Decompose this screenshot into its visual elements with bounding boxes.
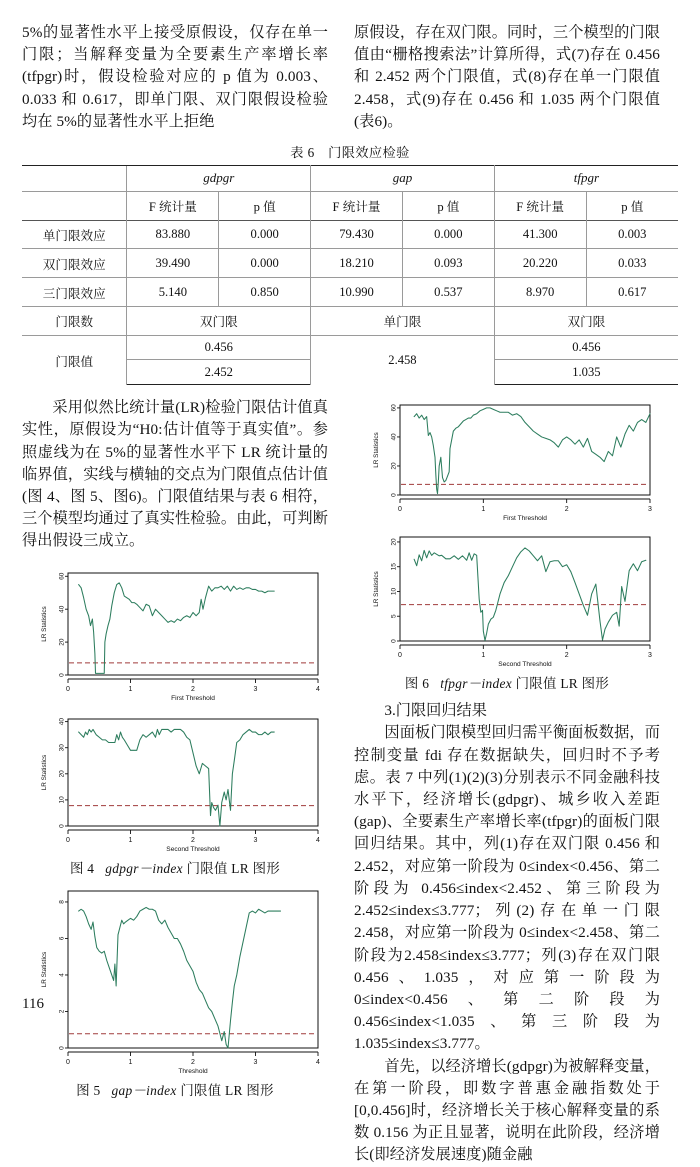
table6-threshold-gdpgr-1: 0.456 bbox=[127, 335, 311, 360]
svg-text:0: 0 bbox=[66, 1058, 70, 1066]
svg-text:Second Threshold: Second Threshold bbox=[166, 845, 220, 853]
chart-fig4-top bbox=[22, 565, 328, 705]
svg-text:LR Statistics: LR Statistics bbox=[41, 605, 48, 642]
table6-group-tfpgr: tfpgr bbox=[494, 166, 678, 192]
svg-text:8: 8 bbox=[58, 899, 66, 904]
table6-count-tfpgr: 双门限 bbox=[494, 306, 678, 335]
table6-subheader: F 统计量 bbox=[311, 191, 403, 220]
svg-text:3: 3 bbox=[648, 652, 652, 660]
chart-fig5-svg bbox=[22, 883, 328, 1078]
chart-fig4-bottom-svg bbox=[22, 711, 328, 856]
main-columns bbox=[0, 397, 700, 1166]
table6-threshold-gdpgr-2: 2.452 bbox=[127, 360, 311, 385]
table6-row-label: 门限值 bbox=[22, 335, 127, 385]
svg-text:2: 2 bbox=[58, 1009, 66, 1013]
svg-text:20: 20 bbox=[58, 769, 66, 778]
table6-value-row-1 bbox=[22, 335, 678, 360]
svg-text:15: 15 bbox=[390, 563, 398, 571]
svg-text:LR Statistics: LR Statistics bbox=[41, 951, 48, 987]
svg-text:4: 4 bbox=[58, 972, 66, 977]
svg-text:0: 0 bbox=[66, 836, 70, 844]
svg-text:4: 4 bbox=[316, 836, 320, 844]
table6-cell: 0.000 bbox=[219, 249, 311, 278]
svg-text:4: 4 bbox=[316, 1058, 320, 1066]
svg-text:1: 1 bbox=[481, 506, 486, 514]
table6-cell: 39.490 bbox=[127, 249, 219, 278]
figure-5-caption-prefix: 图 5 bbox=[76, 1082, 101, 1098]
table6-subheader: p 值 bbox=[402, 191, 494, 220]
svg-text:40: 40 bbox=[58, 717, 66, 725]
svg-text:10: 10 bbox=[58, 795, 66, 804]
main-left-column bbox=[22, 397, 328, 1098]
table6-row-label: 门限数 bbox=[22, 306, 127, 335]
main-right-column bbox=[354, 397, 660, 1166]
svg-text:40: 40 bbox=[58, 605, 66, 613]
figure-5-caption-suffix: 门限值 LR 图形 bbox=[180, 1082, 274, 1098]
chart-fig4-bottom bbox=[22, 711, 328, 856]
figure-4-caption bbox=[22, 858, 328, 877]
chart-fig6-bottom-svg bbox=[354, 529, 660, 671]
table6-cell: 0.000 bbox=[402, 220, 494, 249]
paragraph-left-top: 5%的显著性水平上接受原假设，仅存在单一门限；当解释变量为全要素生产率增长率(tfpgr)时，假设检验对应的 p 值为 0.003、0.033 和 0.617，即单门限、双门限假设检验均在 5%的显著性水平上拒绝 bbox=[22, 24, 328, 130]
table6-threshold-tfpgr-2: 1.035 bbox=[494, 360, 678, 385]
table6-subheader: F 统计量 bbox=[494, 191, 586, 220]
svg-text:2: 2 bbox=[191, 1058, 195, 1066]
svg-text:20: 20 bbox=[58, 638, 66, 646]
svg-text:1: 1 bbox=[481, 652, 486, 660]
table6-count-row bbox=[22, 306, 678, 335]
table6-row-label: 双门限效应 bbox=[22, 249, 127, 278]
table6-cell: 0.093 bbox=[402, 249, 494, 278]
table6-cell: 20.220 bbox=[494, 249, 586, 278]
figure-6-caption-italic: tfpgr－index bbox=[440, 676, 512, 692]
svg-text:First Threshold: First Threshold bbox=[503, 515, 547, 523]
svg-text:60: 60 bbox=[58, 572, 66, 580]
page-number: 116 bbox=[22, 996, 44, 1012]
svg-text:4: 4 bbox=[316, 685, 320, 693]
figure-6 bbox=[354, 397, 660, 692]
figure-4 bbox=[22, 565, 328, 877]
svg-text:10: 10 bbox=[390, 588, 398, 596]
chart-fig6-top bbox=[354, 397, 660, 525]
svg-text:0: 0 bbox=[66, 685, 70, 693]
svg-text:1: 1 bbox=[128, 1058, 133, 1066]
paragraph-right-top: 原假设，存在双门限。同时，三个模型的门限值由“栅格搜索法”计算所得，式(7)存在 0.456 和 2.452 两个门限值，式(8)存在单一门限值2.458，式(9)存在 0.456 和 1.035 两个门限值(表6)。 bbox=[354, 24, 660, 130]
svg-text:1: 1 bbox=[128, 836, 133, 844]
table6-subheader: p 值 bbox=[586, 191, 678, 220]
svg-text:0: 0 bbox=[390, 639, 398, 644]
svg-text:0: 0 bbox=[58, 1045, 66, 1050]
table6-caption: 表 6 门限效应检验 bbox=[290, 145, 410, 161]
table6-wrapper bbox=[0, 142, 700, 385]
svg-text:40: 40 bbox=[390, 433, 398, 441]
svg-text:Second Threshold: Second Threshold bbox=[498, 661, 552, 669]
svg-text:3: 3 bbox=[253, 836, 258, 844]
table6-threshold-gap-1: 2.458 bbox=[311, 335, 495, 385]
table6-subheader: p 值 bbox=[219, 191, 311, 220]
table6-corner-cell bbox=[22, 166, 127, 192]
svg-text:2: 2 bbox=[564, 506, 569, 514]
paragraph-right-1: 因面板门限模型回归需平衡面板数据，而控制变量 fdi 存在数据缺失，回归时不予考虑。表 7 中列(1)(2)(3)分别表示不同金融科技水平下，经济增长(gdpgr)、城乡收入差距(gap)、全要素生产率增长率(tfpgr)的面板门限回归结果。其中，列(1)存在双门限 0.456 和 2.452，对应第一阶段为 0≤index<0.456、第二阶段为 0.456≤index<2.452、第三阶段为 2.452≤index≤3.777；列(2)存在单一门限2.458，对应第一阶段为 0≤index<2.458、第二阶段为2.458≤index≤3.777；列(3)存在双门限0.456、1.035，对应第一阶段为 0≤index<0.456、第二阶段为 0.456≤index<1.035、第三阶段为 1.035≤index≤3.777。 bbox=[354, 724, 660, 1053]
svg-text:20: 20 bbox=[390, 462, 398, 470]
top-left-column bbox=[22, 22, 328, 133]
table6-cell: 79.430 bbox=[311, 220, 403, 249]
top-right-column bbox=[354, 22, 660, 133]
table6-subheader: F 统计量 bbox=[127, 191, 219, 220]
table6-cell: 0.537 bbox=[402, 278, 494, 307]
table6-group-gdpgr: gdpgr bbox=[127, 166, 311, 192]
svg-text:0: 0 bbox=[398, 652, 402, 660]
svg-text:1: 1 bbox=[128, 685, 133, 693]
svg-text:LR Statistics: LR Statistics bbox=[373, 571, 380, 608]
table6-cell: 0.000 bbox=[219, 220, 311, 249]
table6-sub-header-row bbox=[22, 191, 678, 220]
table6-cell: 83.880 bbox=[127, 220, 219, 249]
svg-text:0: 0 bbox=[58, 823, 66, 828]
svg-text:3: 3 bbox=[253, 685, 258, 693]
table6-cell: 0.850 bbox=[219, 278, 311, 307]
table6-cell: 8.970 bbox=[494, 278, 586, 307]
svg-text:2: 2 bbox=[564, 652, 569, 660]
figure-6-caption-suffix: 门限值 LR 图形 bbox=[515, 676, 610, 692]
figure-5 bbox=[22, 883, 328, 1099]
table6-row-label: 单门限效应 bbox=[22, 220, 127, 249]
svg-text:60: 60 bbox=[390, 404, 398, 412]
figure-4-caption-italic: gdpgr－index bbox=[105, 860, 183, 876]
svg-text:3: 3 bbox=[648, 506, 652, 514]
svg-text:0: 0 bbox=[390, 493, 398, 498]
svg-text:Threshold: Threshold bbox=[178, 1067, 208, 1075]
table6-cell: 5.140 bbox=[127, 278, 219, 307]
table6-subhdr-blank bbox=[22, 191, 127, 220]
svg-text:2: 2 bbox=[191, 836, 195, 844]
figure-5-caption bbox=[22, 1080, 328, 1099]
svg-text:5: 5 bbox=[390, 614, 398, 619]
svg-text:3: 3 bbox=[253, 1058, 258, 1066]
paragraph-left-mid: 采用似然比统计量(LR)检验门限估计值真实性，原假设为“H0:估计值等于真实值”。参照虚线为在 5%的显著性水平下 LR 统计量的临界值，实线与横轴的交点为门限值点估计值(图 4、图 5、图6)。门限值结果与表 6 相符，三个模型均通过了真实性检验。由此，可判断得出假设三成立。 bbox=[22, 399, 328, 550]
top-text-columns bbox=[0, 0, 700, 133]
table6-cell: 18.210 bbox=[311, 249, 403, 278]
table-row bbox=[22, 249, 678, 278]
svg-text:LR Statistics: LR Statistics bbox=[373, 432, 380, 469]
table-row bbox=[22, 278, 678, 307]
table-row bbox=[22, 220, 678, 249]
svg-text:6: 6 bbox=[58, 936, 66, 940]
table6 bbox=[22, 165, 678, 385]
table6-group-header-row bbox=[22, 166, 678, 192]
chart-fig6-bottom bbox=[354, 529, 660, 671]
section-heading-3: 3.门限回归结果 bbox=[384, 702, 487, 720]
figure-5-caption-italic: gap－index bbox=[111, 1082, 177, 1098]
table6-cell: 10.990 bbox=[311, 278, 403, 307]
table6-cell: 0.617 bbox=[586, 278, 678, 307]
table6-row-label: 三门限效应 bbox=[22, 278, 127, 307]
paragraph-right-2: 首先，以经济增长(gdpgr)为被解释变量，在第一阶段，即数字普惠金融指数处于[0,0.456]时，经济增长关于核心解释变量的系数 0.156 为正且显著，说明在此阶段，经济增长(即经济发展速度)随金融 bbox=[354, 1057, 660, 1164]
table6-threshold-tfpgr-1: 0.456 bbox=[494, 335, 678, 360]
figure-6-caption bbox=[354, 673, 660, 692]
table6-cell: 0.033 bbox=[586, 249, 678, 278]
figure-4-caption-suffix: 门限值 LR 图形 bbox=[186, 860, 281, 876]
chart-fig6-top-svg bbox=[354, 397, 660, 525]
svg-text:30: 30 bbox=[58, 743, 66, 752]
svg-text:2: 2 bbox=[191, 685, 195, 693]
table6-cell: 0.003 bbox=[586, 220, 678, 249]
figure-6-caption-prefix: 图 6 bbox=[404, 676, 430, 692]
svg-text:LR Statistics: LR Statistics bbox=[41, 754, 48, 790]
svg-text:First Threshold: First Threshold bbox=[171, 694, 215, 702]
table6-count-gap: 单门限 bbox=[311, 306, 495, 335]
figure-4-caption-prefix: 图 4 bbox=[69, 860, 95, 876]
table6-group-gap: gap bbox=[311, 166, 495, 192]
svg-text:0: 0 bbox=[58, 672, 66, 677]
chart-fig5 bbox=[22, 883, 328, 1078]
table6-cell: 41.300 bbox=[494, 220, 586, 249]
chart-fig4-top-svg bbox=[22, 565, 328, 705]
table6-count-gdpgr: 双门限 bbox=[127, 306, 311, 335]
svg-text:0: 0 bbox=[398, 506, 402, 514]
svg-text:20: 20 bbox=[390, 538, 398, 546]
